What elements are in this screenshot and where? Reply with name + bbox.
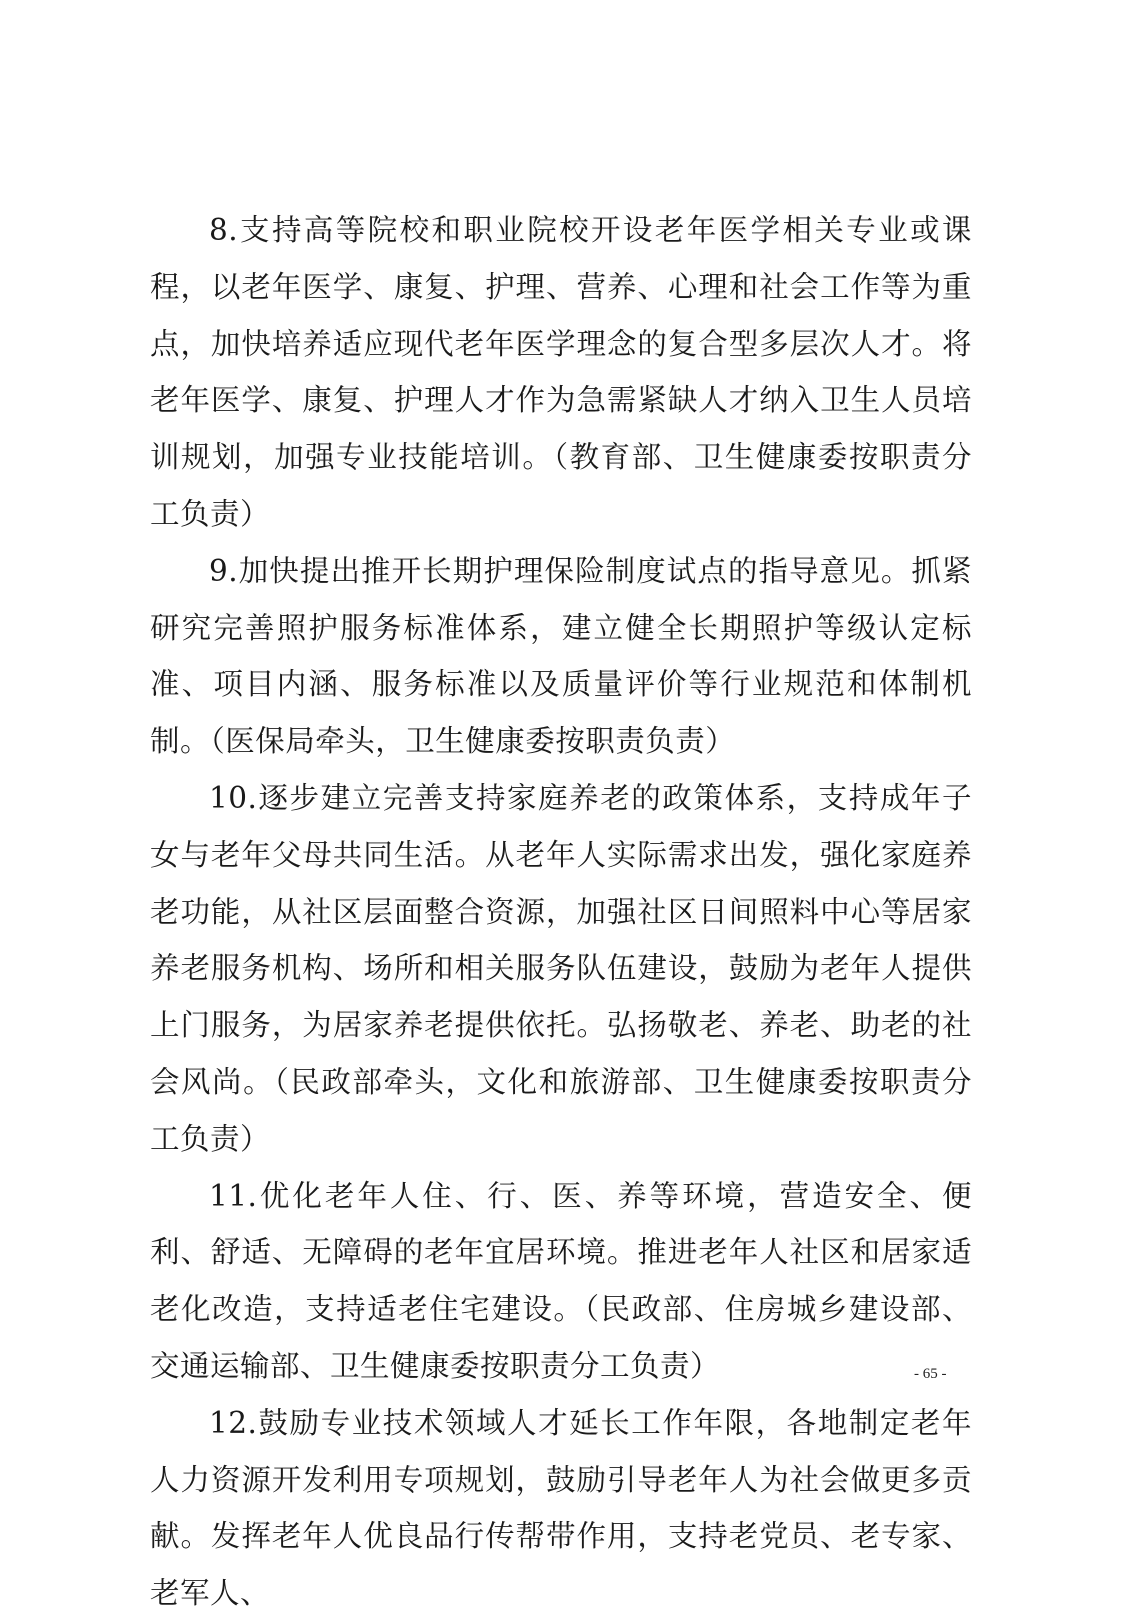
paragraph-item-11: 11.优化老年人住、行、医、养等环境，营造安全、便利、舒适、无障碍的老年宜居环境。推进老年人社区和居家适老化改造，支持适老住宅建设。（民政部、住房城乡建设部、交通运输部、卫生健康委按职责分工负责）	[150, 1178, 972, 1383]
paragraph-item-10: 10.逐步建立完善支持家庭养老的政策体系，支持成年子女与老年父母共同生活。从老年人实际需求出发，强化家庭养老功能，从社区层面整合资源，加强社区日间照料中心等居家养老服务机构、场所和相关服务队伍建设，鼓励为老年人提供上门服务，为居家养老提供依托。弘扬敬老、养老、助老的社会风尚。（民政部牵头，文化和旅游部、卫生健康委按职责分工负责）	[150, 780, 972, 1156]
paragraph-item-8: 8.支持高等院校和职业院校开设老年医学相关专业或课程，以老年医学、康复、护理、营养、心理和社会工作等为重点，加快培养适应现代老年医学理念的复合型多层次人才。将老年医学、康复、护理人才作为急需紧缺人才纳入卫生人员培训规划，加强专业技能培训。（教育部、卫生健康委按职责分工负责）	[150, 213, 972, 531]
document-body	[150, 202, 972, 1622]
paragraph-item-9: 9.加快提出推开长期护理保险制度试点的指导意见。抓紧研究完善照护服务标准体系，建立健全长期照护等级认定标准、项目内涵、服务标准以及质量评价等行业规范和体制机制。（医保局牵头，卫生健康委按职责负责）	[150, 553, 972, 759]
page-number: - 65 -	[914, 1366, 947, 1382]
paragraph-item-12: 12.鼓励专业技术领域人才延长工作年限，各地制定老年人力资源开发利用专项规划，鼓励引导老年人为社会做更多贡献。发挥老年人优良品行传帮带作用，支持老党员、老专家、老军人、	[150, 1405, 972, 1611]
